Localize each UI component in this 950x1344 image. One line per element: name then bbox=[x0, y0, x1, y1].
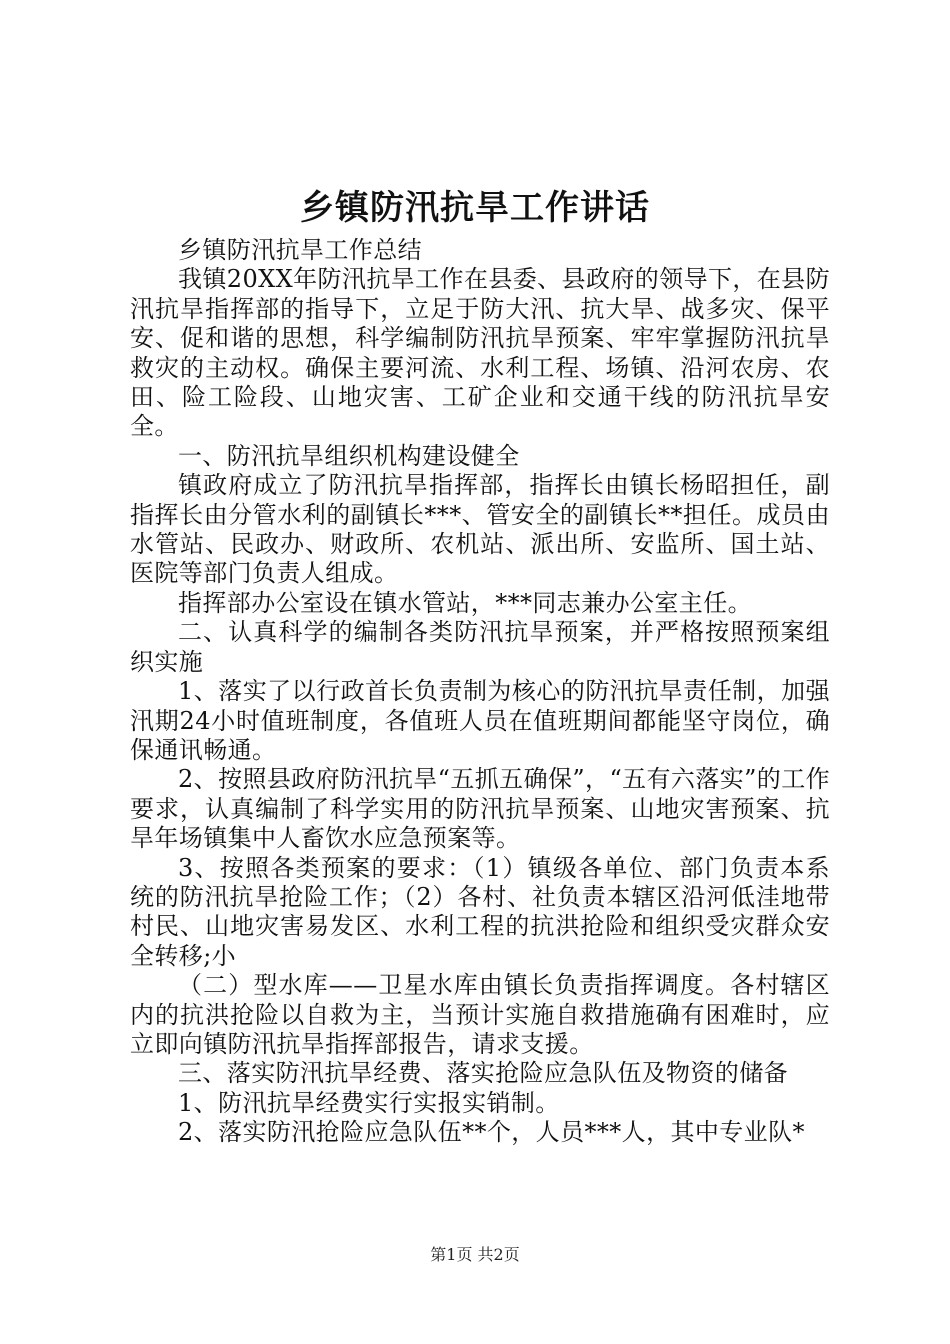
page-footer: 第1页 共2页 bbox=[430, 1245, 520, 1264]
paragraph: 2、落实防汛抢险应急队伍**个，人员***人，其中专业队* bbox=[178, 1118, 805, 1147]
paragraph: 指挥部办公室设在镇水管站，***同志兼办公室主任。 bbox=[178, 588, 752, 617]
section-heading: 三、落实防汛抗旱经费、落实抢险应急队伍及物资的储备 bbox=[178, 1059, 788, 1088]
section-heading: 二、认真科学的编制各类防汛抗旱预案，并严格按照预案组织实施 bbox=[130, 618, 830, 676]
paragraph: 1、落实了以行政首长负责制为核心的防汛抗旱责任制，加强汛期24小时值班制度，各值班人员在值班期间都能坚守岗位，确保通讯畅通。 bbox=[130, 677, 830, 764]
paragraph: 3、按照各类预案的要求：（1）镇级各单位、部门负责本系统的防汛抗旱抢险工作；（2）各村、社负责本辖区沿河低洼地带村民、山地灾害易发区、水利工程的抗洪抢险和组织受灾群众安全转移;小 bbox=[130, 853, 830, 970]
paragraph: 我镇20XX年防汛抗旱工作在县委、县政府的领导下，在县防汛抗旱指挥部的指导下，立足于防大汛、抗大旱、战多灾、保平安、促和谐的思想，科学编制防汛抗旱预案、牢牢掌握防汛抗旱救灾的主动权。确保主要河流、水利工程、场镇、沿河农房、农田、险工险段、山地灾害、工矿企业和交通干线的防汛抗旱安全。 bbox=[130, 265, 830, 441]
paragraph: 镇政府成立了防汛抗旱指挥部，指挥长由镇长杨昭担任，副指挥长由分管水利的副镇长***、管安全的副镇长**担任。成员由水管站、民政办、财政所、农机站、派出所、安监所、国土站、医院等部门负责人组成。 bbox=[130, 471, 830, 588]
paragraph: （二）型水库——卫星水库由镇长负责指挥调度。各村辖区内的抗洪抢险以自救为主，当预计实施自救措施确有困难时，应立即向镇防汛抗旱指挥部报告，请求支援。 bbox=[130, 971, 830, 1058]
document-title: 乡镇防汛抗旱工作讲话 bbox=[300, 188, 650, 228]
section-heading: 一、防汛抗旱组织机构建设健全 bbox=[178, 441, 520, 470]
paragraph: 1、防汛抗旱经费实行实报实销制。 bbox=[178, 1088, 560, 1117]
paragraph: 2、按照县政府防汛抗旱“五抓五确保”，“五有六落实”的工作要求，认真编制了科学实用的防汛抗旱预案、山地灾害预案、抗旱年场镇集中人畜饮水应急预案等。 bbox=[130, 765, 830, 853]
document-body bbox=[130, 236, 830, 1148]
paragraph-subtitle: 乡镇防汛抗旱工作总结 bbox=[178, 236, 422, 264]
